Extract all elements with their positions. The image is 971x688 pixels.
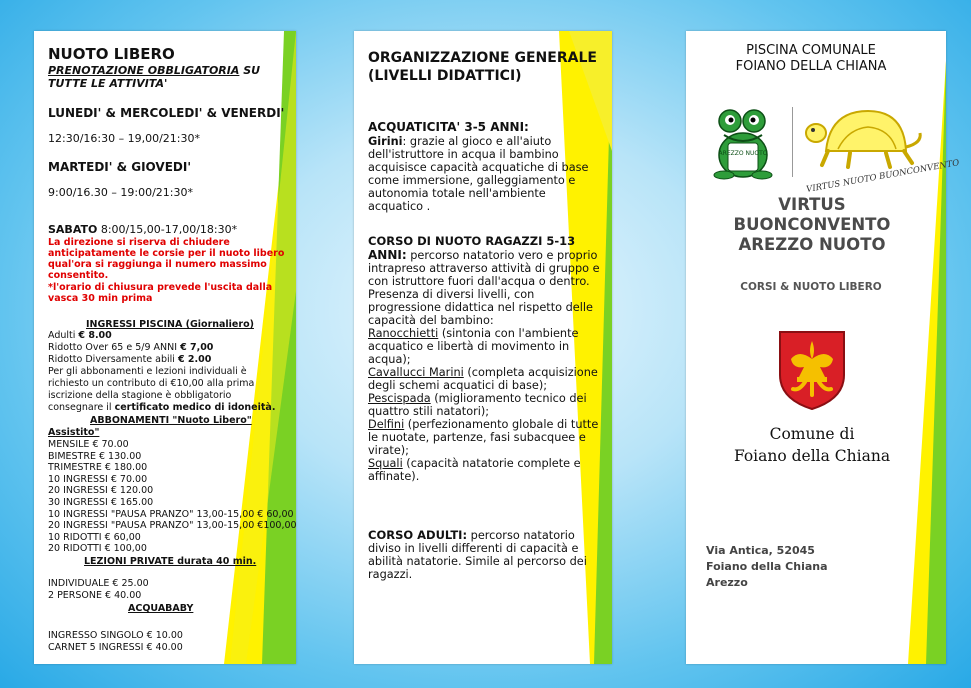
subscription-note: Per gli abbonamenti e lezioni individuali è richiesto un contributo di €10,00 alla prima iscrizione della stagione è obbligatorio consegnare il certificato medico di idoneità. [48,366,276,413]
turtle-logo-text: VIRTUS NUOTO BUONCONVENTO [805,158,961,195]
club-name [686,195,938,255]
price-disabled: Ridotto Diversamente abili € 2.00 [48,354,212,365]
acquaticita-title: ACQUATICITA' 3-5 ANNI: [368,120,529,134]
hours-tue-thu: 9:00/16.30 – 19:00/21:30* [48,186,193,199]
address-street: Via Antica, 52045 [706,544,815,557]
address-province: Arezzo [706,576,748,589]
level-ranocchietti: Ranocchietti (sintonia con l'ambiente acquatico e libertà di movimento in acqua); [368,327,579,366]
price-item: 20 INGRESSI € 120.00 [48,485,154,497]
municipality-line2: Foiano della Chiana [733,447,891,465]
subscriptions-title-cont: Assistito" [48,427,100,438]
adult-course-title: CORSO ADULTI: [368,528,468,542]
price-item: 30 INGRESSI € 165.00 [48,496,154,508]
level-pescispada: Pescispada (miglioramento tecnico dei quattro stili natatori); [368,392,587,418]
subscriptions-title: ABBONAMENTI "Nuoto Libero" [90,415,252,426]
price-item: 10 INGRESSI € 70.00 [48,473,148,485]
frog-logo-text: AREZZO NUOTO [718,150,768,157]
organization-title: ORGANIZZAZIONE GENERALE (LIVELLI DIDATTICI) [368,50,597,84]
address-city: Foiano della Chiana [706,560,828,573]
booking-required: PRENOTAZIONE OBBLIGATORIA [48,64,240,77]
price-reduced: Ridotto Over 65 e 5/9 ANNI € 7,00 [48,342,214,353]
closing-time-note: *l'orario di chiusura prevede l'uscita dalla vasca 30 min prima [48,282,273,304]
booking-notice [48,64,283,90]
closure-note: La direzione si riserva di chiudere anticipatamente le corsie per il nuoto libero qual'ora si raggiunga il numero massimo consentito. [48,237,285,281]
daily-entries-title: INGRESSI PISCINA (Giornaliero) [86,319,254,330]
panel-cover [686,31,961,664]
nuoto-libero-title: NUOTO LIBERO [48,45,175,63]
days-mon-wed-fri: LUNEDI' & MERCOLEDI' & VENERDI' [48,106,285,120]
kids-course-text: ANNI: percorso natatorio vero e proprio intrapreso attraverso attività di gruppo e con istruttore fuori dall'acqua o dentro. Presenza di diversi livelli, con progressione didattica nel rispetto delle capacità del bambino: [368,248,600,327]
price-item: 2 PERSONE € 40.00 [48,590,142,601]
pool-name-line1: PISCINA COMUNALE [746,43,876,58]
acquababy-title: ACQUABABY [128,603,194,614]
booking-suffix: SU TUTTE LE ATTIVITA' [48,64,261,90]
acquaticita-text: Girini: grazie al gioco e all'aiuto dell'istruttore in acqua il bambino acquisisce capacità acquatiche di base come immersione, galleggiamento e autonomia totale nell'ambiente acquatico . [368,135,589,213]
price-adults: Adulti € 8.00 [48,330,112,341]
price-item: BIMESTRE € 130.00 [48,450,142,462]
panel-organizzazione [354,31,612,664]
cover-subtitle: CORSI & NUOTO LIBERO [740,281,882,293]
price-item: TRIMESTRE € 180.00 [48,462,148,474]
daily-prices [48,330,288,414]
subscription-price-list [48,439,298,555]
logo-divider [792,107,793,177]
level-squali: Squali (capacità natatorie complete e affinate). [368,457,581,483]
club-name-line2: BUONCONVENTO [733,215,891,234]
price-item: 20 INGRESSI "PAUSA PRANZO" 13,00-15,00 €100,00 [48,520,297,532]
arezzo-nuoto-frog-logo [710,105,776,181]
hours-mon-wed-fri: 12:30/16:30 – 19,00/21:30* [48,132,200,145]
adult-course-section [368,529,600,581]
acquababy-list [48,630,183,654]
acquaticita-section [368,120,600,213]
saturday-hours [48,223,237,236]
price-item: 10 RIDOTTI € 60,00 [48,531,141,543]
level-delfini: Delfini (perfezionamento globale di tutte le nuotate, partenze, fasi subacquee e virate); [368,418,599,457]
panel-nuoto-libero [34,31,296,664]
price-item: 20 RIDOTTI € 100,00 [48,543,147,555]
private-lessons-list [48,578,149,602]
address [706,543,828,591]
foiano-coat-of-arms-icon [777,329,847,411]
pool-name-line2: FOIANO DELLA CHIANA [735,59,887,74]
kids-course-title: CORSO DI NUOTO RAGAZZI 5-13 [368,234,576,248]
club-name-line3: AREZZO NUOTO [738,235,886,254]
club-name-line1: VIRTUS [778,195,846,214]
virtus-turtle-logo [798,103,961,195]
municipality-name [686,423,938,467]
days-tue-thu: MARTEDI' & GIOVEDI' [48,160,192,174]
price-item: INDIVIDUALE € 25.00 [48,578,149,589]
level-cavallucci: Cavallucci Marini (completa acquisizione degli schemi acquatici di base); [368,366,598,392]
saturday-label: SABATO [48,223,98,236]
saturday-times: 8:00/15,00-17,00/18:30* [97,223,238,236]
adult-course-text: percorso natatorio diviso in livelli differenti di capacità e abilità natatorie. Simile al percorso dei ragazzi. [368,529,587,581]
private-lessons-title: LEZIONI PRIVATE durata 40 min. [84,556,257,567]
municipality-line1: Comune di [769,425,855,443]
kids-course-section [368,234,600,483]
price-item: INGRESSO SINGOLO € 10.00 [48,630,183,641]
pool-name [686,43,936,75]
price-item: 10 INGRESSI "PAUSA PRANZO" 13,00-15,00 € 60,00 [48,508,294,520]
price-item: CARNET 5 INGRESSI € 40.00 [48,642,183,653]
price-item: MENSILE € 70.00 [48,439,129,450]
